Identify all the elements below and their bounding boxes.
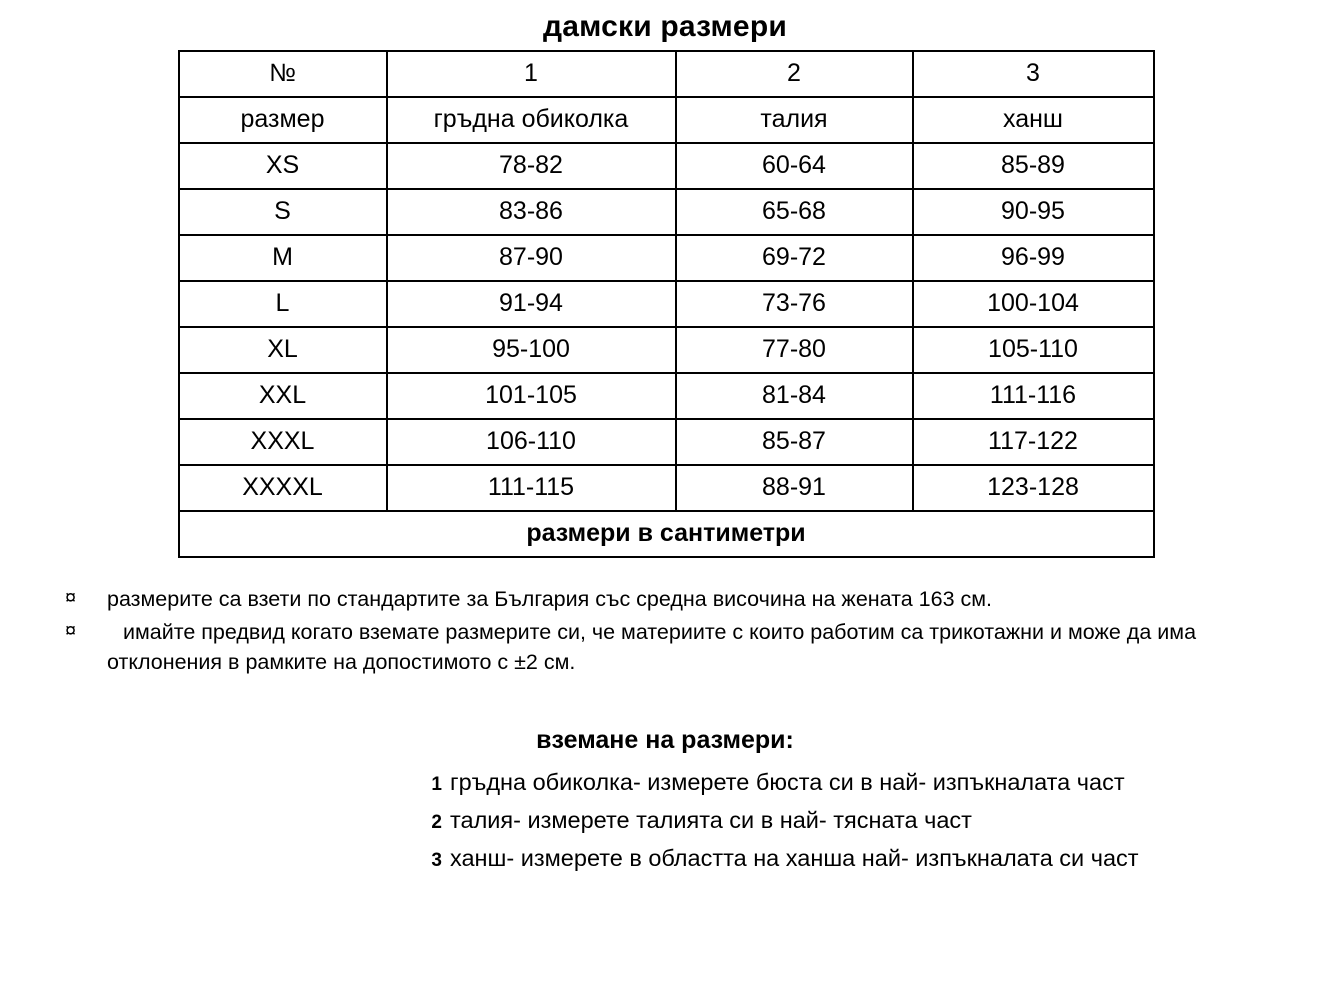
list-item <box>420 801 1140 839</box>
table-row <box>179 419 1154 465</box>
cell-hips: 123-128 <box>913 465 1154 511</box>
list-item-number: 3 <box>431 849 442 871</box>
cell-bust: 83-86 <box>387 189 676 235</box>
cell-hips: 111-116 <box>913 373 1154 419</box>
measure-instructions-list <box>190 763 1140 877</box>
cell-size: XXXXL <box>179 465 387 511</box>
list-item-number: 1 <box>431 773 442 795</box>
header-number-cell: № <box>179 51 387 97</box>
cell-hips: 90-95 <box>913 189 1154 235</box>
cell-hips: 100-104 <box>913 281 1154 327</box>
cell-bust: 91-94 <box>387 281 676 327</box>
cell-waist: 85-87 <box>676 419 913 465</box>
table-row <box>179 465 1154 511</box>
table-footer-note: размери в сантиметри <box>179 511 1154 557</box>
table-row <box>179 143 1154 189</box>
note-text: размерите са взети по стандартите за България със средна височина на жената 163 см. <box>107 587 993 611</box>
cell-size: M <box>179 235 387 281</box>
notes-section <box>0 584 1330 678</box>
cell-bust: 95-100 <box>387 327 676 373</box>
page-title: дамски размери <box>543 10 787 43</box>
header-label-cell: ханш <box>913 97 1154 143</box>
size-table-container <box>178 50 1153 558</box>
list-item-text: гръдна обиколка- измерете бюста си в най- изпъкналата част <box>450 768 1125 795</box>
list-item-text: талия- измерете талията си в най- тясната част <box>450 806 972 833</box>
header-label-cell: размер <box>179 97 387 143</box>
cell-bust: 111-115 <box>387 465 676 511</box>
header-number-cell: 3 <box>913 51 1154 97</box>
table-row <box>179 373 1154 419</box>
list-item <box>420 763 1140 801</box>
header-number-cell: 2 <box>676 51 913 97</box>
table-row <box>179 281 1154 327</box>
cell-hips: 105-110 <box>913 327 1154 373</box>
cell-bust: 78-82 <box>387 143 676 189</box>
cell-waist: 77-80 <box>676 327 913 373</box>
cell-size: S <box>179 189 387 235</box>
header-label-cell: гръдна обиколка <box>387 97 676 143</box>
note-item <box>55 617 1290 678</box>
table-header-numbers-row <box>179 51 1154 97</box>
list-item-text: ханш- измерете в областта на ханша най- изпъкналата си част <box>450 844 1139 871</box>
cell-bust: 87-90 <box>387 235 676 281</box>
cell-hips: 117-122 <box>913 419 1154 465</box>
measure-heading: вземане на размери: <box>536 725 794 754</box>
list-item-number: 2 <box>431 811 442 833</box>
note-item <box>55 584 1290 615</box>
cell-waist: 81-84 <box>676 373 913 419</box>
cell-waist: 73-76 <box>676 281 913 327</box>
header-label-cell: талия <box>676 97 913 143</box>
cell-waist: 65-68 <box>676 189 913 235</box>
cell-size: XXL <box>179 373 387 419</box>
cell-size: XS <box>179 143 387 189</box>
table-row <box>179 235 1154 281</box>
cell-bust: 106-110 <box>387 419 676 465</box>
cell-hips: 96-99 <box>913 235 1154 281</box>
list-item <box>420 839 1140 877</box>
cell-waist: 69-72 <box>676 235 913 281</box>
cell-size: XL <box>179 327 387 373</box>
bullet-icon: ¤ <box>65 619 77 642</box>
cell-waist: 60-64 <box>676 143 913 189</box>
table-row <box>179 327 1154 373</box>
size-chart-document <box>0 10 1330 1008</box>
note-text: имайте предвид когато вземате размерите си, че материите с които работим са трикотажни и може да има отклонения в рамките на допостимото с ±2 см. <box>107 619 1197 675</box>
header-number-cell: 1 <box>387 51 676 97</box>
cell-bust: 101-105 <box>387 373 676 419</box>
cell-size: XXXL <box>179 419 387 465</box>
table-row <box>179 189 1154 235</box>
cell-size: L <box>179 281 387 327</box>
bullet-icon: ¤ <box>65 587 77 609</box>
size-table <box>178 50 1155 558</box>
cell-waist: 88-91 <box>676 465 913 511</box>
table-header-labels-row <box>179 97 1154 143</box>
cell-hips: 85-89 <box>913 143 1154 189</box>
table-footer-row <box>179 511 1154 557</box>
